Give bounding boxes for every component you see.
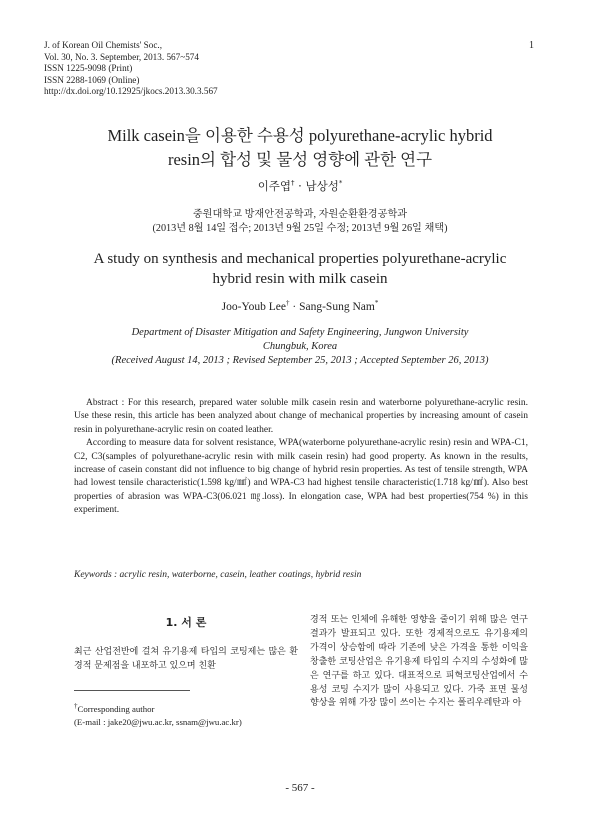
- authors-korean: [0, 178, 600, 194]
- keywords: Keywords : acrylic resin, waterborne, casein, leather coatings, hybrid resin: [74, 570, 362, 580]
- title-english-line1: A study on synthesis and mechanical properties polyurethane-acrylic: [93, 251, 507, 267]
- abstract-para1-text: : For this research, prepared water soluble milk casein resin and waterborne polyurethane-acrylic resin. Use these resin, this article has been analyzed about change of mechanical properties by increasing amount of casein resin in polyurethane-acrylic resin on coated leather.: [74, 398, 528, 435]
- author-2-mark-en: *: [374, 299, 379, 307]
- affiliation-english-line2: Chungbuk, Korea: [262, 341, 338, 353]
- title-korean-line2: resin의 합성 및 물성 영향에 관한 연구: [167, 150, 433, 169]
- title-english-line2: hybrid resin with milk casein: [212, 271, 388, 287]
- header-volume: Vol. 30, No. 3. September, 2013. 567~574: [44, 51, 199, 62]
- abstract-label: Abstract: [86, 398, 119, 408]
- header-issn-online: ISSN 2288-1069 (Online): [44, 74, 140, 85]
- header-issn-print: ISSN 1225-9098 (Print): [44, 63, 133, 74]
- introduction-left-column: 최근 산업전반에 걸쳐 유기용제 타입의 코팅제는 많은 환경적 문제점을 내포하고 있으며 친환: [74, 647, 298, 671]
- abstract-para1: [74, 397, 528, 437]
- affiliation-english: [0, 326, 600, 369]
- author-1-mark-en: †: [286, 299, 290, 307]
- footnote-line1: [74, 700, 242, 716]
- authors-english: [0, 299, 600, 313]
- introduction-right-column: 경적 또는 인체에 유해한 영향을 줄이기 위해 많은 연구결과가 발표되고 있다. 또한 경제적으로도 유기용제의 가격이 상승함에 따라 기존에 낮은 가격을 통한 이익을 창출한 코팅산업은 유기용제 타입의 수지의 수성화에 많은 연구를 하고 있다. 대표적으로 피혁코팅산업에서 수용성 코팅 수지가 많이 사용되고 있다. 가죽 표면 물성 향상을 위해 가장 많이 쓰이는 수지는 폴리우레탄과 아: [310, 615, 528, 709]
- footnote: [74, 700, 242, 729]
- author-separator-en: ·: [289, 300, 300, 313]
- author-separator: ·: [294, 179, 306, 193]
- author-1-english: Joo-Youb Lee: [221, 300, 286, 313]
- journal-header: [44, 40, 218, 98]
- abstract-para2: According to measure data for solvent resistance, WPA(waterborne polyurethane-acrylic resin) resin and WPA-C1, C2, C3(samples of polyurethane-acrylic resin with milk casein resin) had good property. As known in the results, increase of casein constant did not influence to big change of hybrid resin properties. As test of tensile strength, WPA had lowest tensile characteristic(1.598 kg/㎟) and WPA-C3 had highest tensile characteristic(1.718 kg/㎟). Also best properties of abrasion was WPA-C3(06.021 ㎎.loss). In elongation case, WPA had best properties(754 %) in this experiment.: [74, 438, 528, 516]
- title-english: [0, 249, 600, 289]
- received-dates-english: (Received August 14, 2013 ; Revised September 25, 2013 ; Accepted September 26, 2013): [111, 355, 489, 367]
- footnote-mark: †: [74, 702, 78, 710]
- affiliation-english-line1: Department of Disaster Mitigation and Safety Engineering, Jungwon University: [131, 327, 469, 338]
- header-page-number: 1: [529, 40, 534, 51]
- author-2-korean: 남상성: [305, 179, 339, 193]
- section-heading-introduction: 1. 서 론: [165, 616, 207, 629]
- author-2-mark: *: [338, 179, 343, 188]
- author-1-mark: †: [291, 179, 295, 188]
- affiliation-korean: [0, 208, 600, 236]
- abstract: [74, 397, 528, 518]
- page-footer-number: - 567 -: [285, 782, 315, 794]
- footnote-divider: [74, 690, 190, 691]
- title-korean: [0, 124, 600, 172]
- affiliation-korean-line1: 중원대학교 방재안전공학과, 자원순환환경공학과: [192, 209, 408, 220]
- author-2-english: Sang-Sung Nam: [299, 300, 375, 313]
- header-doi-link[interactable]: http://dx.doi.org/10.12925/jkocs.2013.30.3.567: [44, 86, 218, 97]
- footnote-corresponding: Corresponding author: [77, 703, 155, 714]
- title-korean-line1: Milk casein을 이용한 수용성 polyurethane-acrylic hybrid: [107, 126, 493, 145]
- received-dates-korean: (2013년 8월 14일 접수; 2013년 9월 25일 수정; 2013년 9월 26일 채택): [152, 223, 448, 234]
- author-1-korean: 이주엽: [257, 179, 292, 193]
- footnote-email: (E-mail : jake20@jwu.ac.kr, ssnam@jwu.ac.kr): [74, 716, 242, 727]
- header-journal: J. of Korean Oil Chemists' Soc.,: [44, 40, 163, 50]
